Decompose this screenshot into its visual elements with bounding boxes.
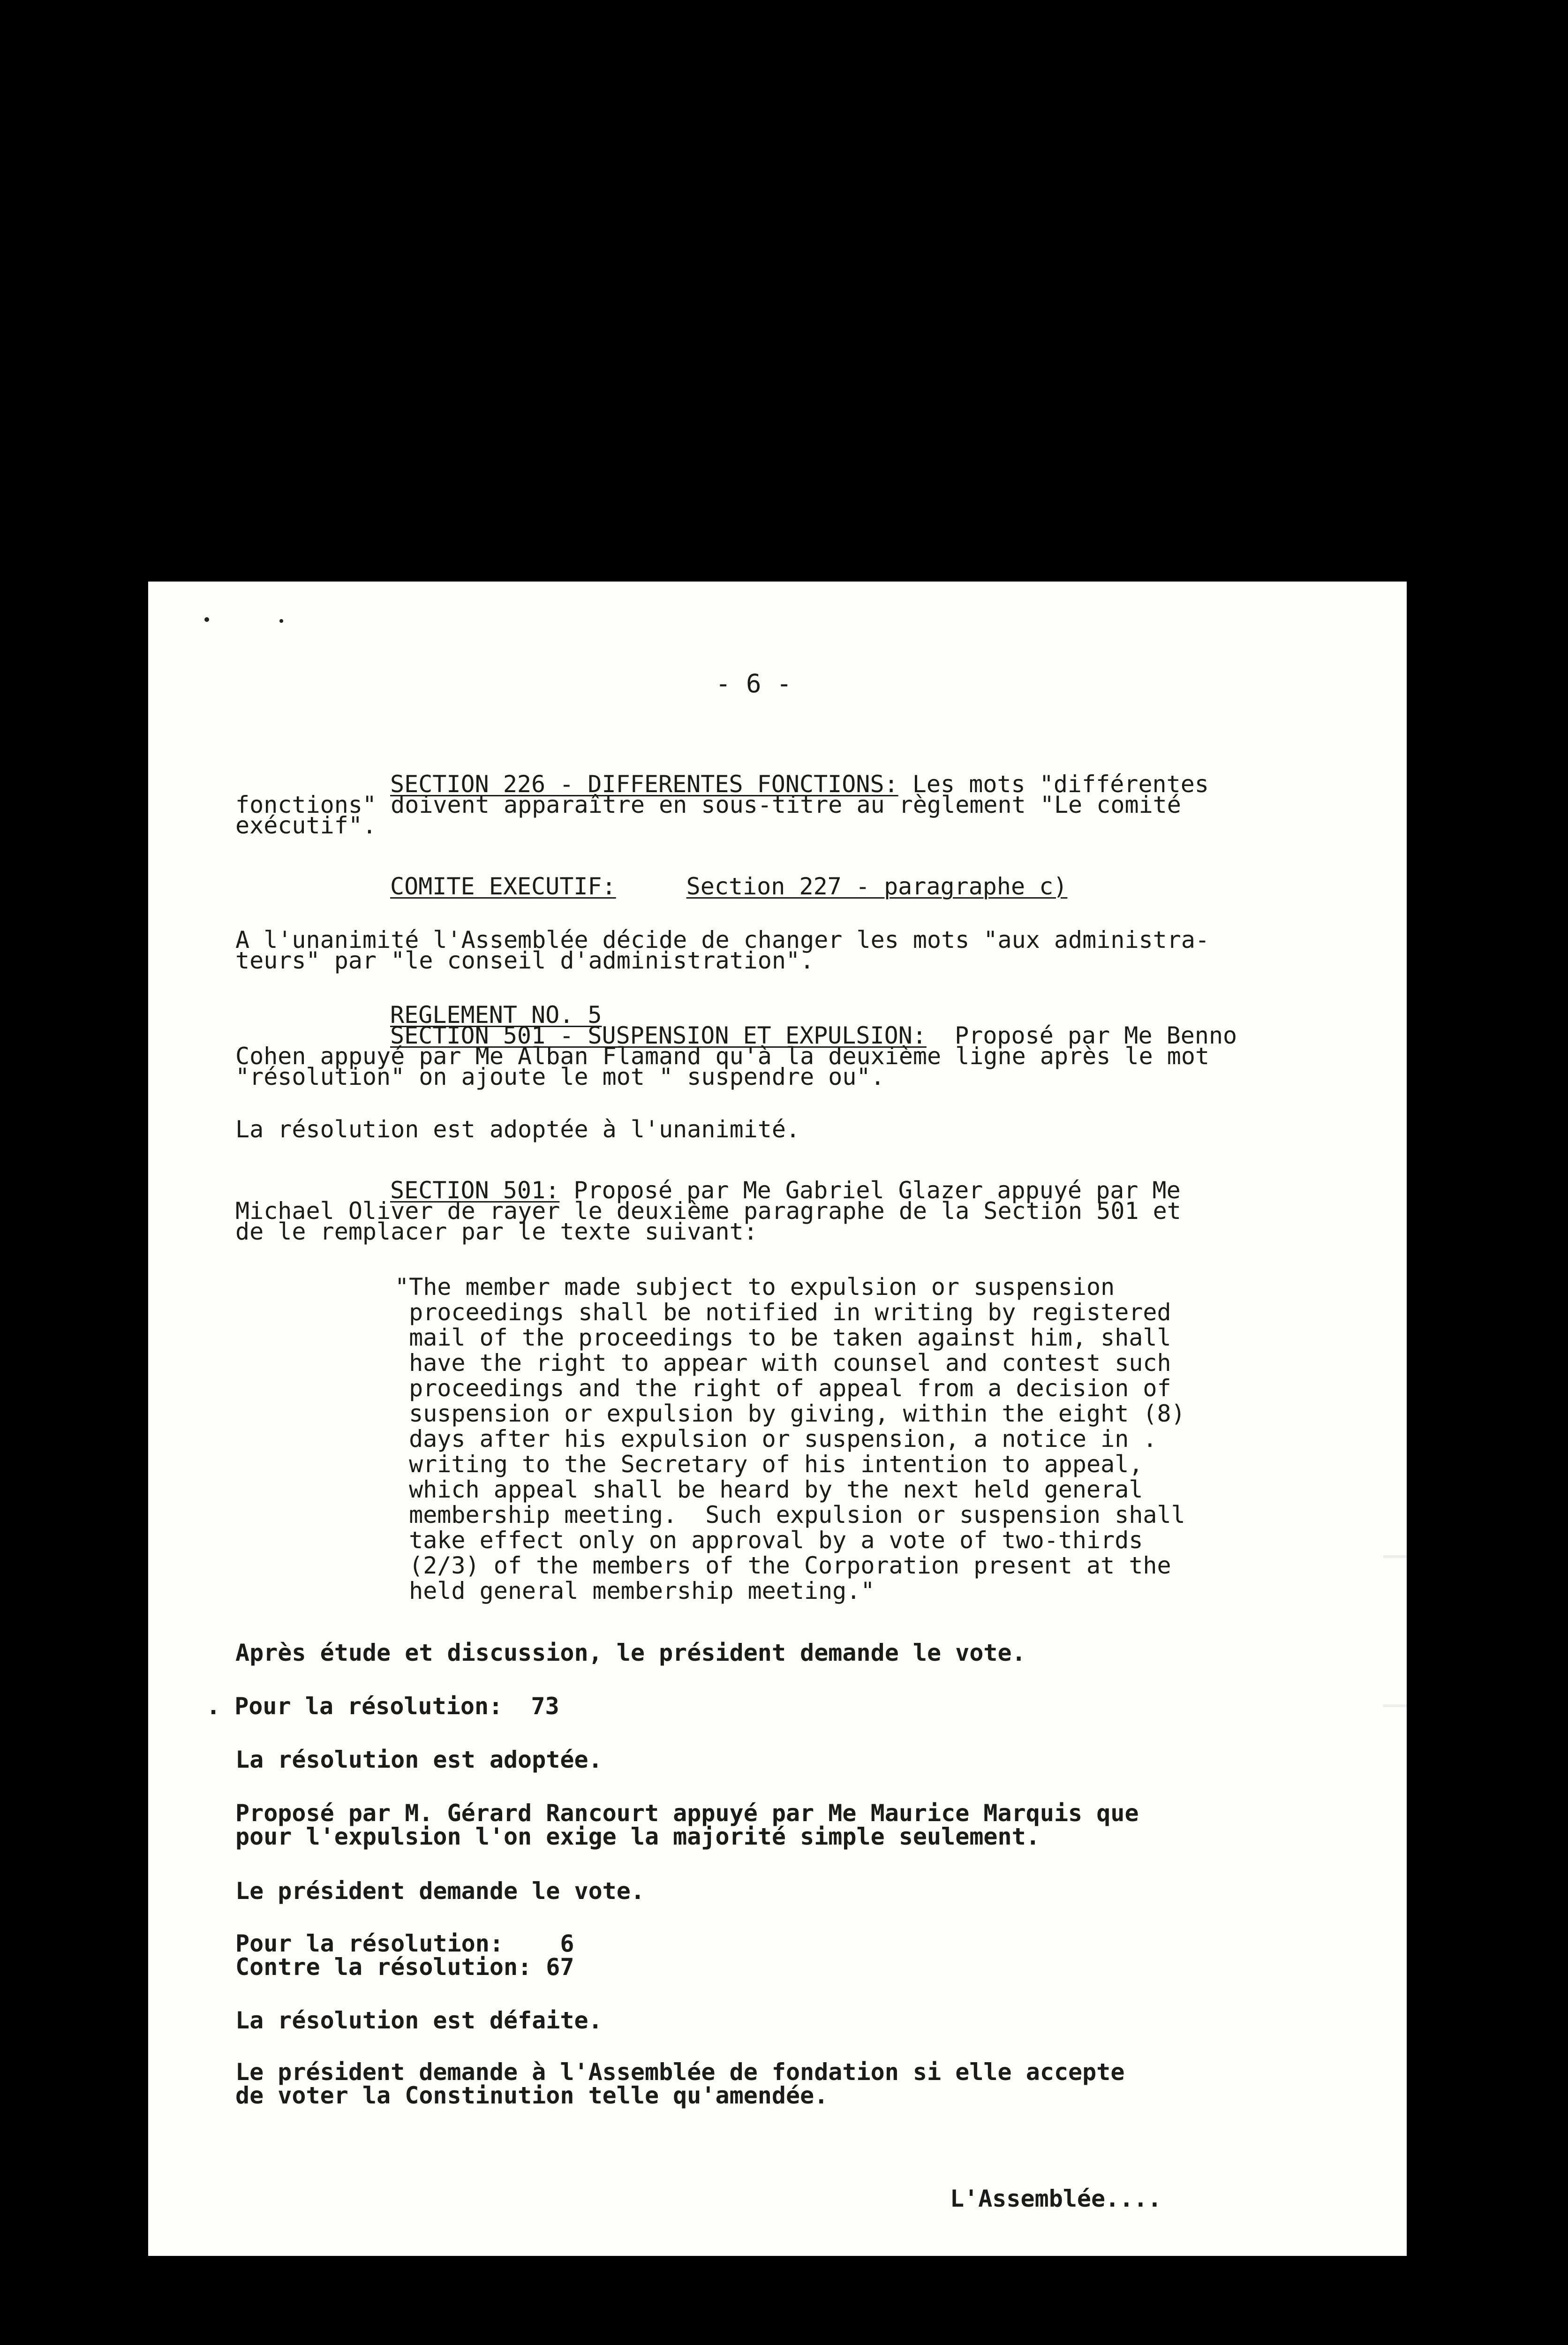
document-page (148, 582, 1407, 2256)
section-501b-line-3: de le remplacer par le texte suivant: (235, 1218, 758, 1245)
reglement-line-3: "résolution" on ajoute le mot " suspendre ou". (235, 1063, 885, 1090)
rancourt-line-2: pour l'expulsion l'on exige la majorité simple seulement. (235, 1823, 1040, 1850)
comite-subheading: Section 227 - paragraphe c) (686, 873, 1068, 900)
quote-line: membership meeting. Such expulsion or suspension shall (395, 1501, 1185, 1528)
reglement-text: Proposé par Me Benno (926, 1022, 1237, 1049)
speck-mark (204, 617, 209, 622)
catchword-footer: L'Assemblée.... (950, 2185, 1162, 2212)
edge-scratch (1383, 1704, 1407, 1707)
section-501b-text: Proposé par Me Gabriel Glazer appuyé par Me (559, 1177, 1181, 1204)
section-226-heading: SECTION 226 - DIFFERENTES FONCTIONS: (390, 771, 898, 798)
reglement-heading: REGLEMENT NO. 5 (390, 1001, 602, 1029)
section-226-line-2: fonctions" doivent apparaître en sous-titre au règlement "Le comité (235, 791, 1181, 818)
quote-line: have the right to appear with counsel and contest such (395, 1349, 1171, 1377)
section-226-text: Les mots "différentes (898, 771, 1209, 798)
quote-line: days after his expulsion or suspension, a notice in . (395, 1425, 1157, 1452)
quote-line: which appeal shall be heard by the next held general (395, 1476, 1143, 1503)
page-number: - 6 - (716, 669, 792, 698)
quote-line: (2/3) of the members of the Corporation present at the (395, 1552, 1171, 1579)
edge-scratch (1383, 1555, 1407, 1558)
section-501b-line-2: Michael Oliver de rayer le deuxième paragraphe de la Section 501 et (235, 1197, 1181, 1225)
section-226-line-3: exécutif". (235, 812, 377, 839)
comite-line-2: teurs" par "le conseil d'administration". (235, 947, 814, 974)
adoptee-line: La résolution est adoptée. (235, 1746, 603, 1773)
final-line-1: Le président demande à l'Assemblée de fondation si elle accepte (235, 2058, 1125, 2086)
quote-line: held general membership meeting." (395, 1577, 875, 1604)
quote-line: mail of the proceedings to be taken against him, shall (395, 1324, 1171, 1351)
quote-line: proceedings and the right of appeal from a decision of (395, 1375, 1171, 1402)
pour-resolution-1: . Pour la résolution: 73 (206, 1693, 559, 1720)
contre-resolution-2: Contre la résolution: 67 (235, 1953, 574, 1981)
section-501b-heading: SECTION 501: (390, 1177, 560, 1204)
quote-line: take effect only on approval by a vote of two-thirds (395, 1527, 1143, 1554)
speck-mark (279, 619, 283, 623)
comite-heading: COMITE EXECUTIF: (390, 873, 616, 900)
quote-line: writing to the Secretary of his intention to appeal, (395, 1451, 1143, 1478)
pour-resolution-2: Pour la résolution: 6 (235, 1930, 574, 1957)
reglement-line-2: Cohen appuyé par Me Alban Flamand qu'à la deuxième ligne après le mot (235, 1043, 1210, 1070)
rancourt-line-1: Proposé par M. Gérard Rancourt appuyé par Me Maurice Marquis que (235, 1800, 1139, 1827)
quote-line: "The member made subject to expulsion or suspension (395, 1273, 1115, 1301)
comite-heading-line (235, 873, 1067, 900)
quote-line: suspension or expulsion by giving, within the eight (8) (395, 1400, 1185, 1427)
quote-line: proceedings shall be notified in writing by registered (395, 1299, 1171, 1326)
apres-etude-line: Après étude et discussion, le président demande le vote. (235, 1639, 1026, 1666)
section-501-heading: SECTION 501 - SUSPENSION ET EXPULSION: (390, 1022, 927, 1049)
president-vote-line: Le président demande le vote. (235, 1877, 645, 1905)
comite-line-1: A l'unanimité l'Assemblée décide de changer les mots "aux administra- (235, 926, 1210, 953)
unanimite-line: La résolution est adoptée à l'unanimité. (235, 1116, 800, 1143)
defaite-line: La résolution est défaite. (235, 2007, 603, 2034)
final-line-2: de voter la Constinution telle qu'amendée. (235, 2082, 829, 2109)
